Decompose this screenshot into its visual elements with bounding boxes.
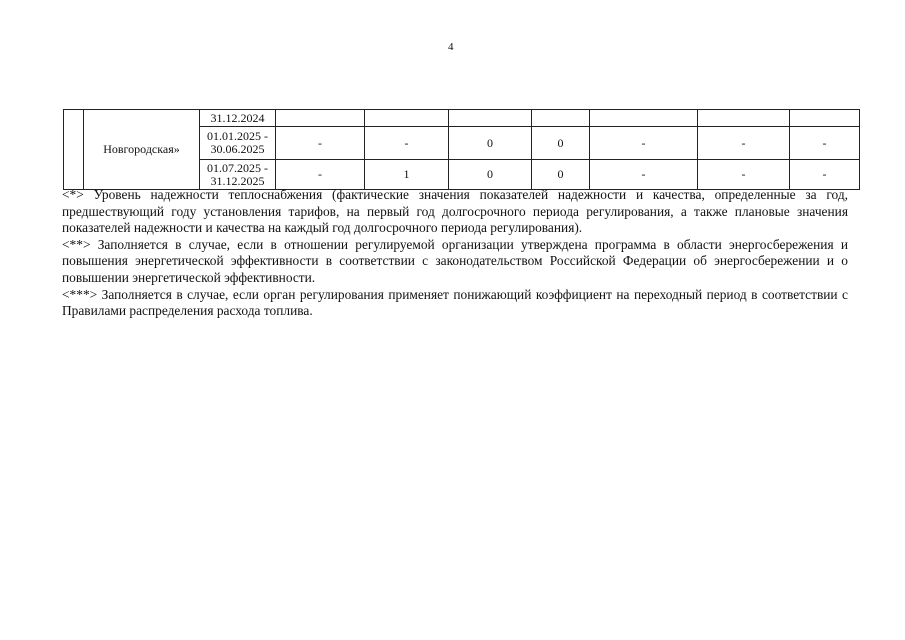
value-cell [449,110,532,127]
value-cell [276,110,365,127]
value-cell [365,110,449,127]
page-number: 4 [448,41,454,53]
value-cell: - [590,127,698,160]
footnote: <**> Заполняется в случае, если в отношении регулируемой организации утверждена программа в области энергосбережения и повышения энергетической эффективности в соответствии с законодательством Российской Федерации об энергосбережении и о повышении энергетической эффективности. [62,236,848,285]
footnotes [62,187,848,320]
indicators-table [63,109,860,190]
blank-cell [64,110,84,190]
value-cell: - [698,160,790,190]
value-cell: 0 [449,127,532,160]
org-name-cell: Новгородская» [84,110,200,190]
value-cell [590,110,698,127]
value-cell: - [790,127,860,160]
value-cell: - [790,160,860,190]
value-cell: - [276,127,365,160]
value-cell: 0 [449,160,532,190]
value-cell: - [365,127,449,160]
value-cell: 0 [532,127,590,160]
table-row [64,110,860,127]
value-cell: - [698,127,790,160]
value-cell [790,110,860,127]
value-cell: 1 [365,160,449,190]
value-cell: - [276,160,365,190]
period-cell: 01.07.2025 - 31.12.2025 [200,160,276,190]
footnote: <*> Уровень надежности теплоснабжения (фактические значения показателей надежности и качества, определенные за год, предшествующий году установления тарифов, на первый год долгосрочного периода регулирования, а также плановые значения показателей надежности и качества на каждый год долгосрочного периода регулирования). [62,187,848,236]
value-cell [698,110,790,127]
footnote: <***> Заполняется в случае, если орган регулирования применяет понижающий коэффициент на переходный период в соответствии с Правилами распределения расхода топлива. [62,286,848,319]
period-cell: 31.12.2024 [200,110,276,127]
value-cell [532,110,590,127]
value-cell: 0 [532,160,590,190]
value-cell: - [590,160,698,190]
period-cell: 01.01.2025 - 30.06.2025 [200,127,276,160]
